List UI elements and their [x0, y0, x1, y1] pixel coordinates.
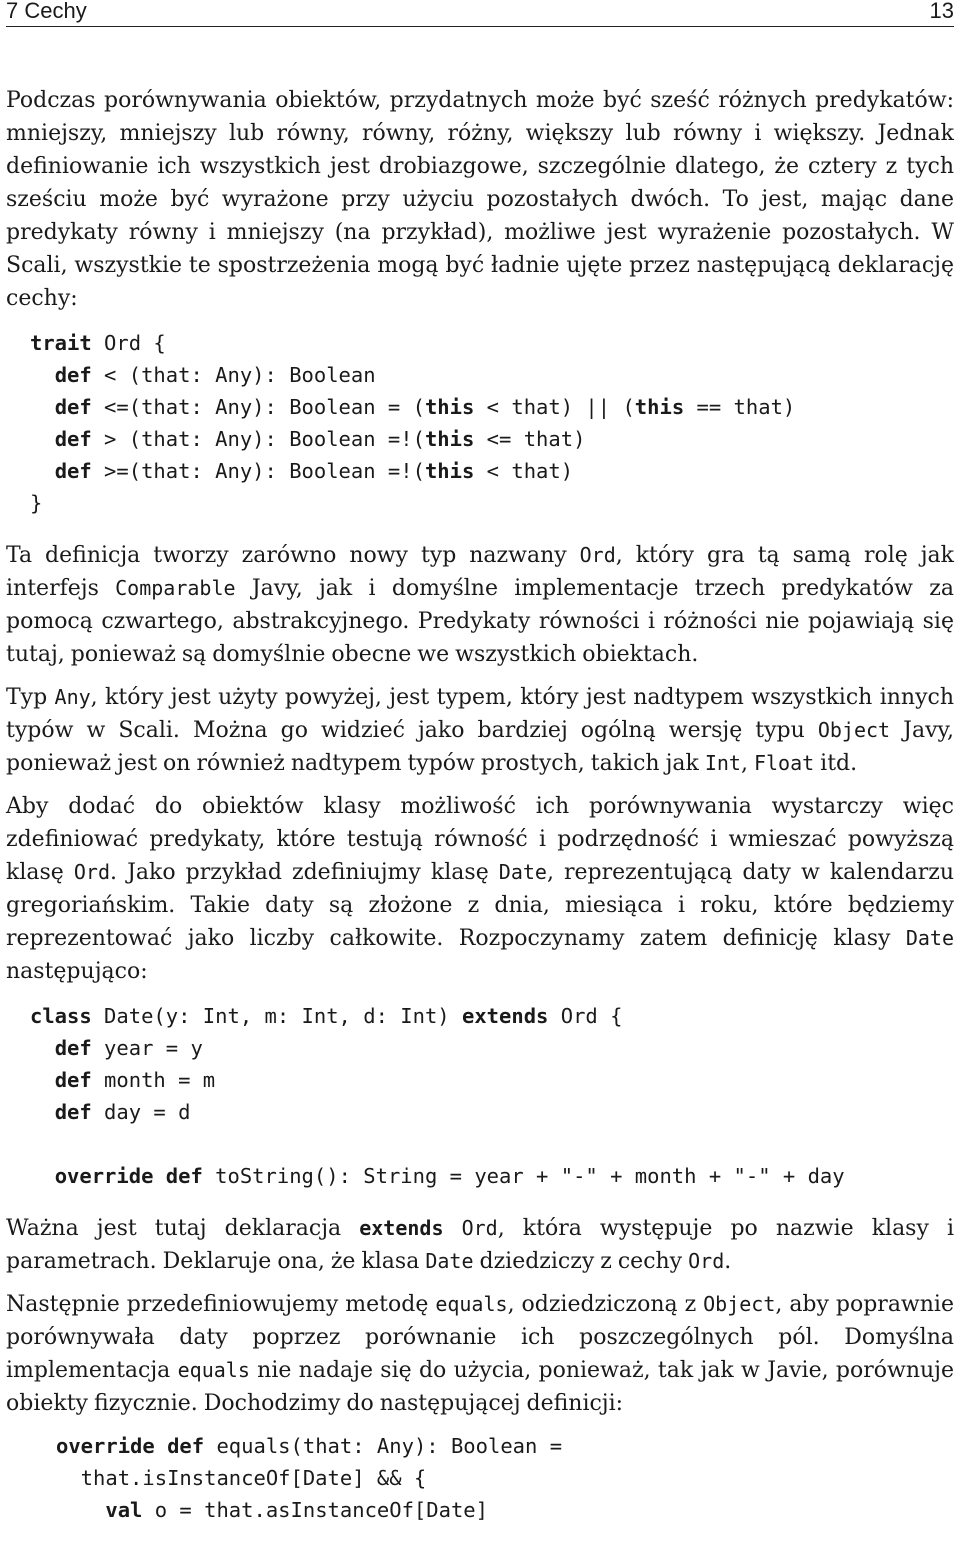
paragraph-equals	[6, 1288, 954, 1420]
code-keyword: extends	[461, 1004, 549, 1028]
code-token	[153, 1164, 165, 1188]
inline-code: Ord	[579, 543, 616, 567]
paragraph-any-type	[6, 681, 954, 780]
code-keyword: def	[54, 1068, 92, 1092]
inline-code: Comparable	[115, 576, 236, 600]
code-keyword: this	[424, 459, 475, 483]
code-line	[30, 1096, 954, 1128]
code-token	[30, 1068, 55, 1092]
code-token	[56, 1498, 105, 1522]
inline-code: Float	[753, 751, 815, 775]
inline-code: equals	[177, 1358, 250, 1382]
code-keyword: override	[54, 1164, 154, 1188]
paragraph-text: itd.	[814, 751, 858, 776]
code-token: that.isInstanceOf[Date] && {	[56, 1466, 427, 1490]
code-line	[30, 359, 954, 391]
code-token: Date(y: Int, m: Int, d: Int)	[91, 1004, 462, 1028]
inline-code: Ord	[73, 860, 110, 884]
inline-code: Ord	[688, 1249, 725, 1273]
paragraph-text: Podczas porównywania obiektów, przydatnych może być sześć różnych predykatów: mniejszy, mniejszy lub równy, równy, różny, większy lub równy i większy. Jednak definiowanie ich wszystkich jest drobiazgowe, szczególnie dlatego, że cztery z tych sześciu może być wyrażone przy użyciu pozostałych dwóch. To jest, mając dane predykaty równy i mniejszy (na przykład), możliwe jest wyrażenie pozostałych. W Scali, wszystkie te spostrzeżenia mogą być ładnie ujęte przez następującą deklarację cechy:	[6, 88, 954, 311]
code-token: <= that)	[474, 427, 586, 451]
paragraph-text: , który jest użyty powyżej, jest typem, który jest nadtypem wszystkich innych typów w Scali. Można go widzieć jako bardziej ogólną wersję typu	[6, 685, 954, 743]
paragraph-date-class	[6, 790, 954, 988]
code-token: >=(that: Any): Boolean =!(	[91, 459, 425, 483]
code-token: }	[30, 491, 43, 515]
code-keyword: override	[56, 1434, 155, 1458]
paragraph-text: Następnie przedefiniowujemy metodę	[6, 1292, 436, 1317]
paragraph-text: .	[724, 1249, 732, 1274]
code-token	[155, 1434, 167, 1458]
code-keyword: val	[105, 1498, 143, 1522]
paragraph-text: Javy, jak i domyślne implementacje trzech predykatów za pomocą czwartego, abstrakcyjnego. Predykaty równości i różności nie pojawiają się tutaj, ponieważ są domyślnie obecne we wszystkich obiektach.	[6, 576, 954, 667]
paragraph-text: , reprezentującą daty w kalendarzu gregoriańskim. Takie daty są złożone z dnia, miesiąca i roku, które będziemy reprezentować jako liczby całkowite. Rozpoczynamy zatem definicję klasy	[6, 860, 954, 951]
code-token: == that)	[684, 395, 796, 419]
paragraph-text: , odziedziczoną z	[507, 1292, 704, 1317]
code-block-equals	[56, 1430, 954, 1526]
code-token: toString(): String = year + "-" + month + "-" + day	[202, 1164, 845, 1188]
code-keyword: def	[54, 1100, 92, 1124]
code-token	[30, 1164, 55, 1188]
code-keyword: def	[54, 459, 92, 483]
code-line	[30, 1032, 954, 1064]
code-token	[30, 395, 55, 419]
code-block-class-date	[30, 1000, 954, 1192]
code-line	[56, 1494, 954, 1526]
code-token	[30, 427, 55, 451]
paragraph-text: , który gra tą samą rolę jak interfejs	[6, 543, 954, 601]
paragraph-extends-ord	[6, 1212, 954, 1278]
code-keyword: this	[424, 427, 475, 451]
code-token: < that)	[474, 459, 574, 483]
inline-code: Date	[498, 860, 547, 884]
code-token	[30, 459, 55, 483]
code-line	[56, 1462, 954, 1494]
code-token	[30, 1100, 55, 1124]
code-token: Ord {	[548, 1004, 623, 1028]
inline-code: extends	[359, 1216, 444, 1240]
code-token: Ord {	[91, 331, 166, 355]
section-title: 7 Cechy	[6, 0, 87, 23]
paragraph-text: nie nadaje się do użycia, ponieważ, tak jak w Javie, porównuje obiekty fizycznie. Dochodzimy do następującej definicji:	[6, 1358, 954, 1416]
inline-code: Object	[817, 718, 891, 742]
paragraph-text: , aby poprawnie porównywała daty poprzez porównanie ich poszczególnych pól. Domyślna implementacja	[6, 1292, 954, 1383]
paragraph-text: następująco:	[6, 959, 148, 984]
paragraph-text: , która występuje po nazwie klasy i parametrach. Deklaruje ona, że klasa	[6, 1216, 955, 1274]
code-keyword: def	[54, 427, 92, 451]
inline-code: Any	[54, 685, 91, 709]
code-line	[30, 1000, 954, 1032]
code-line	[30, 1064, 954, 1096]
inline-code: Int	[704, 751, 741, 775]
code-line	[30, 327, 954, 359]
code-keyword: trait	[30, 331, 92, 355]
page-number: 13	[929, 0, 954, 23]
code-token: year = y	[91, 1036, 203, 1060]
code-token: equals(that: Any): Boolean =	[204, 1434, 563, 1458]
code-line	[30, 455, 954, 487]
inline-code: equals	[435, 1292, 508, 1316]
code-token: < (that: Any): Boolean	[91, 363, 376, 387]
code-line	[30, 391, 954, 423]
code-token: o = that.asInstanceOf[Date]	[142, 1498, 488, 1522]
code-token: <=(that: Any): Boolean = (	[91, 395, 425, 419]
code-line	[30, 1160, 954, 1192]
paragraph-ord-definition	[6, 539, 954, 671]
code-token	[30, 363, 55, 387]
code-token: day = d	[91, 1100, 191, 1124]
code-keyword: def	[165, 1164, 203, 1188]
code-line	[30, 1128, 954, 1160]
paragraph-text: Typ	[6, 685, 55, 710]
inline-code: Object	[703, 1292, 776, 1316]
code-block-trait-ord	[30, 327, 954, 519]
code-keyword: def	[54, 1036, 92, 1060]
code-line	[30, 423, 954, 455]
code-token: > (that: Any): Boolean =!(	[91, 427, 425, 451]
code-line	[56, 1430, 954, 1462]
inline-code: Date	[425, 1249, 474, 1273]
code-token	[30, 1036, 55, 1060]
code-keyword: def	[54, 395, 92, 419]
paragraph-text: . Jako przykład zdefiniujmy klasę	[110, 860, 499, 885]
page-header	[6, 0, 954, 27]
paragraph-text: dziedziczy z cechy	[473, 1249, 689, 1274]
code-keyword: this	[424, 395, 475, 419]
paragraph-text: ,	[740, 751, 754, 776]
paragraph-intro	[6, 84, 954, 315]
inline-code: Date	[905, 926, 954, 950]
code-token: < that) || (	[474, 395, 635, 419]
paragraph-text	[444, 1216, 462, 1241]
code-keyword: class	[30, 1004, 92, 1028]
inline-code: Ord	[461, 1216, 498, 1240]
code-keyword: this	[634, 395, 685, 419]
code-token: month = m	[91, 1068, 216, 1092]
code-line	[30, 487, 954, 519]
paragraph-text: Ważna jest tutaj deklaracja	[6, 1216, 360, 1241]
paragraph-text: Aby dodać do obiektów klasy możliwość ich porównywania wystarczy więc zdefiniować predykaty, które testują równość i podrzędność i wmieszać powyższą klasę	[6, 794, 954, 885]
page-body	[6, 84, 954, 1526]
paragraph-text: Ta definicja tworzy zarówno nowy typ nazwany	[6, 543, 580, 568]
paragraph-text: Javy, ponieważ jest on również nadtypem typów prostych, takich jak	[6, 718, 954, 776]
code-keyword: def	[167, 1434, 205, 1458]
code-keyword: def	[54, 363, 92, 387]
